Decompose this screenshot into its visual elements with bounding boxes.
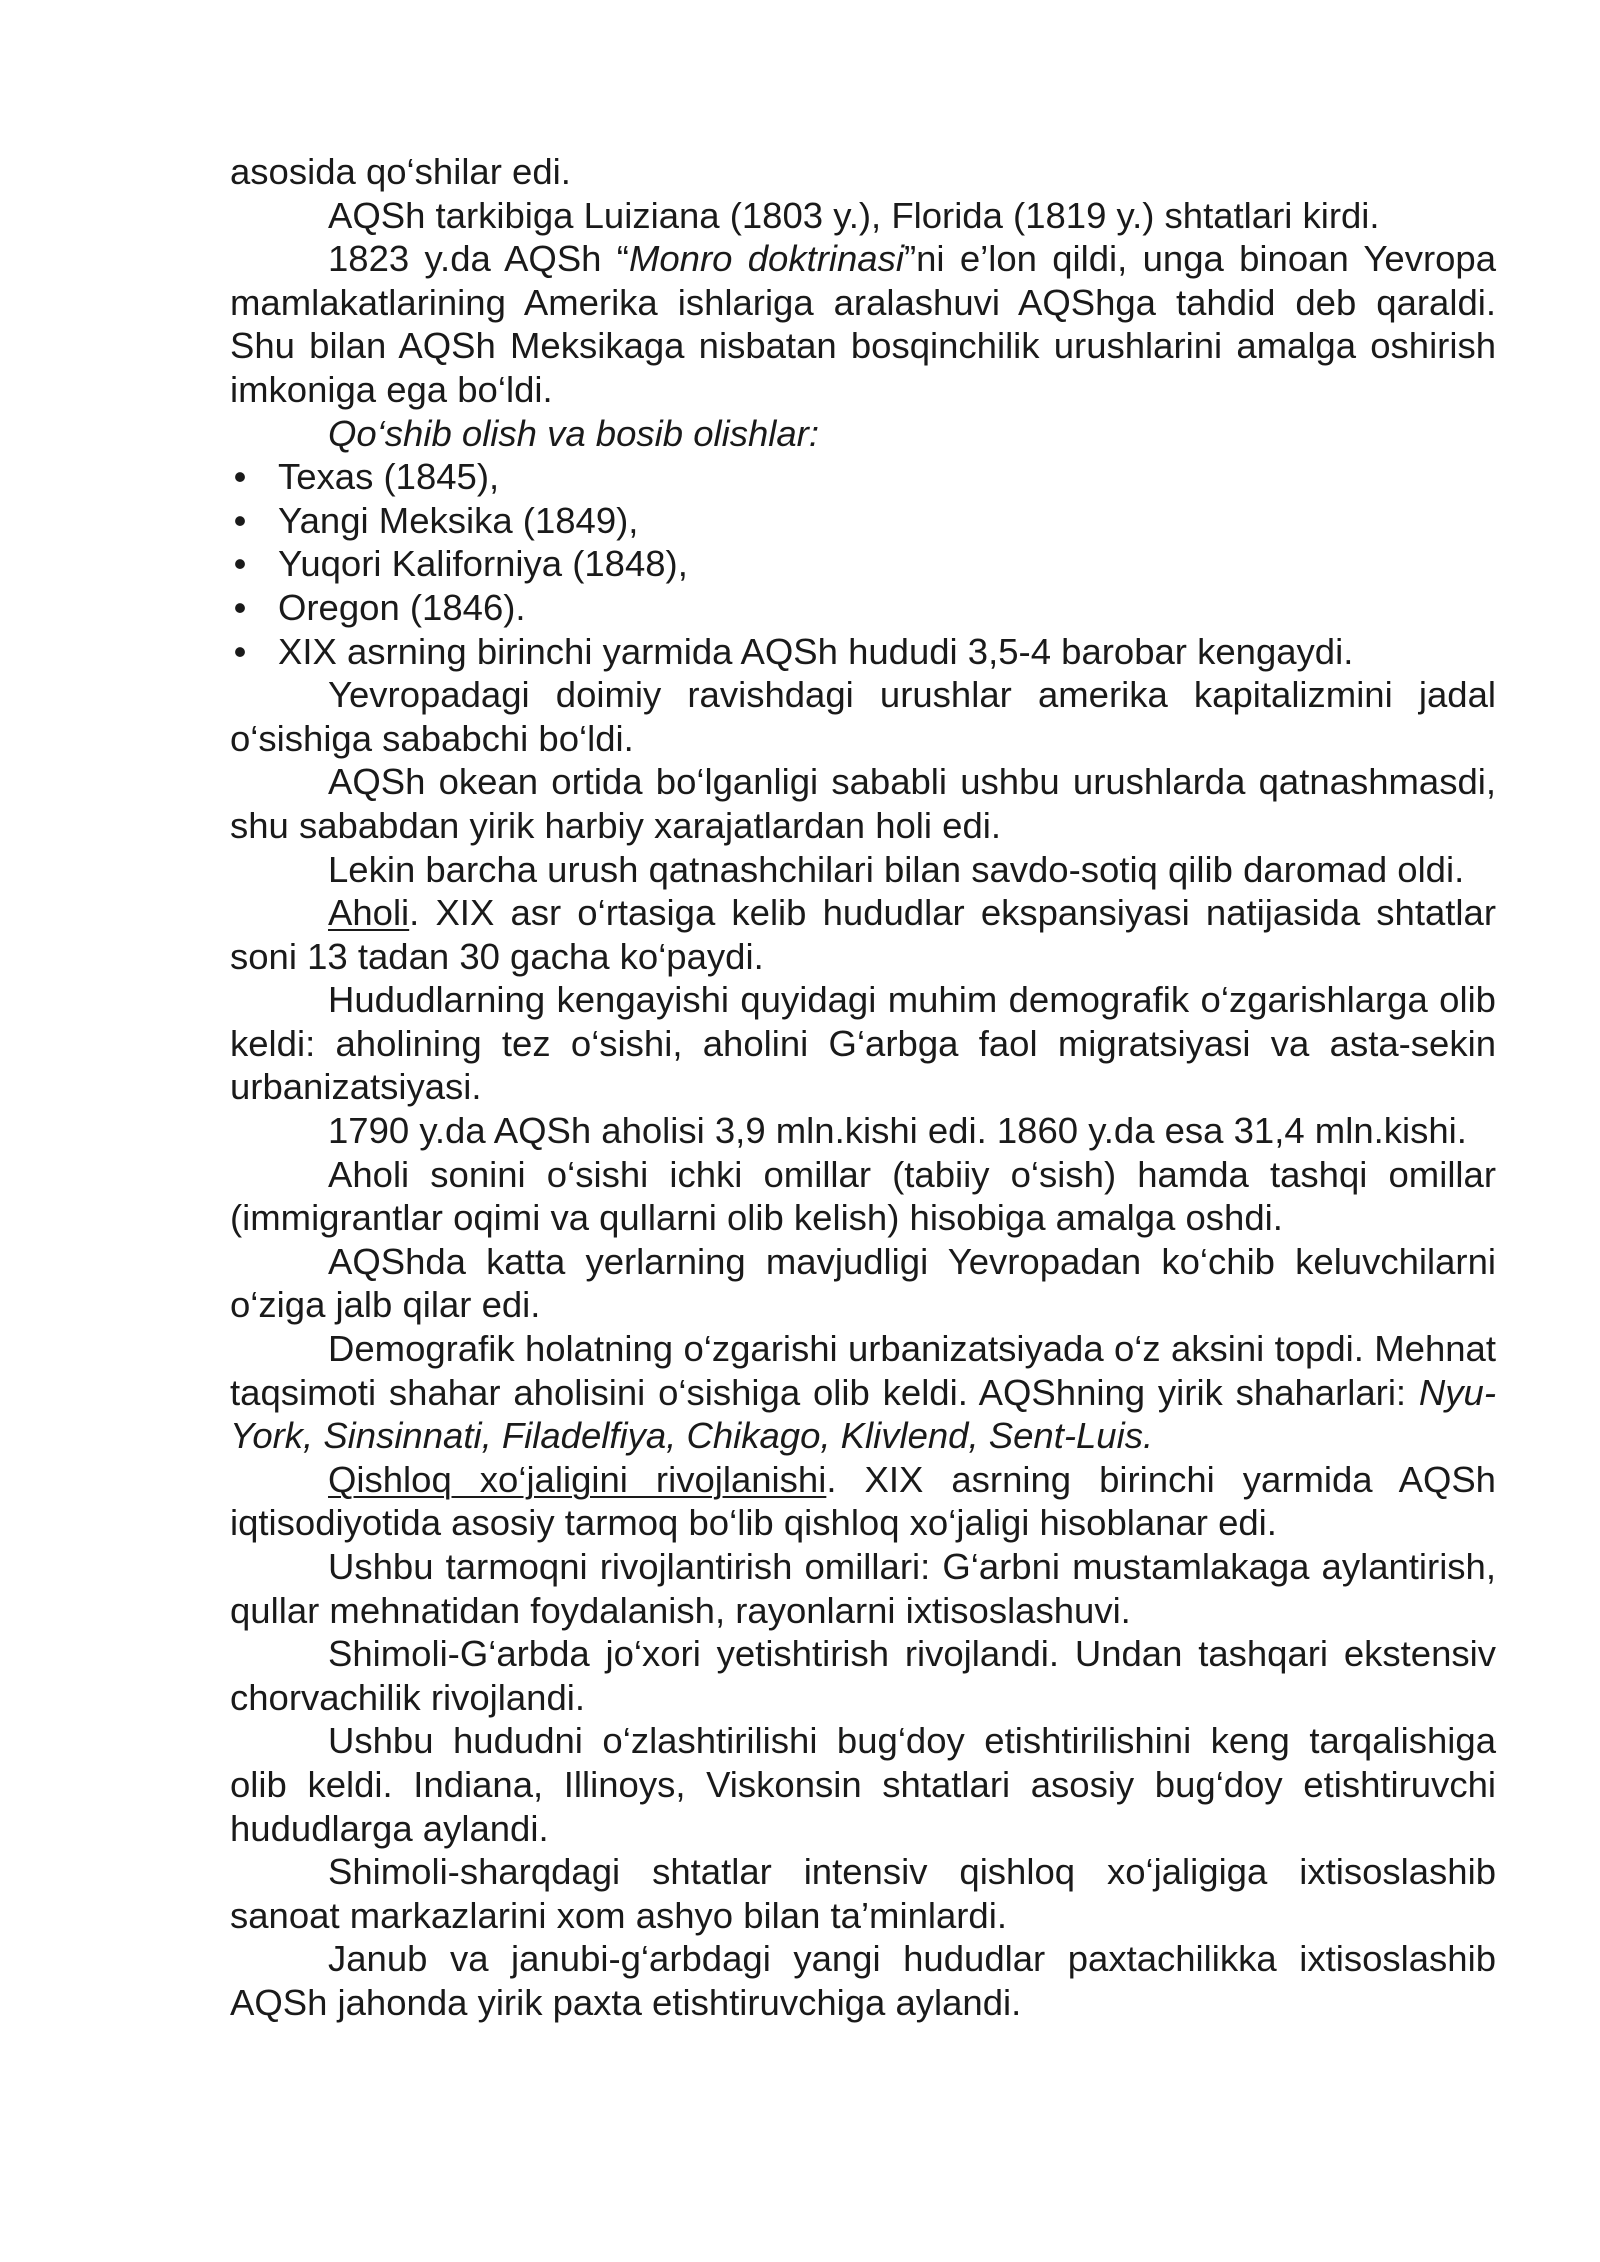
paragraph: Janub va janubi-g‘arbdagi yangi hududlar paxtachilikka ixtisoslashib AQSh jahonda yirik paxta etishtiruvchiga aylandi. [230, 1938, 1496, 2023]
paragraph: AQSh tarkibiga Luiziana (1803 y.), Florida (1819 y.) shtatlari kirdi. [328, 194, 1380, 236]
list-item: • XIX asrning birinchi yarmida AQSh hududi 3,5-4 barobar kengaydi. [230, 630, 1496, 674]
section-heading-population: Aholi [328, 892, 410, 934]
bullet-icon: • [233, 543, 247, 585]
paragraph-population: Aholi. XIX asr o‘rtasiga kelib hududlar ekspansiyasi natijasida shtatlar soni 13 tadan 30 gacha ko‘paydi. [230, 892, 1496, 977]
paragraph: AQSh okean ortida bo‘lganligi sababli ushbu urushlarda qatnashmasdi, shu sababdan yirik harbiy xarajatlardan holi edi. [230, 761, 1496, 846]
paragraph: Aholi sonini o‘sishi ichki omillar (tabiiy o‘sish) hamda tashqi omillar (immigrantlar oqimi va qullarni olib kelish) hisobiga amalga oshdi. [230, 1153, 1496, 1239]
document-page [230, 150, 1496, 2025]
list-heading: Qo‘shib olish va bosib olishlar: [328, 412, 819, 454]
bullet-icon: • [233, 630, 247, 672]
italic-term: Monro doktrinasi [628, 238, 904, 280]
paragraph: Shimoli-G‘arbda jo‘xori yetishtirish rivojlandi. Undan tashqari ekstensiv chorvachilik rivojlandi. [230, 1633, 1496, 1718]
paragraph: Ushbu tarmoqni rivojlantirish omillari: G‘arbni mustamlakaga aylantirish, qullar mehnatidan foydalanish, rayonlarni ixtisoslashuvi. [230, 1546, 1496, 1631]
list-item: • Yuqori Kaliforniya (1848), [230, 542, 1496, 586]
paragraph: Shimoli-sharqdagi shtatlar intensiv qishloq xo‘jaligiga ixtisoslashib sanoat markazlarini xom ashyo bilan ta’minlardi. [230, 1851, 1496, 1936]
paragraph: Hududlarning kengayishi quyidagi muhim demografik o‘zgarishlarga olib keldi: aholining tez o‘sishi, aholini G‘arbga faol migratsiyasi va asta-sekin urbanizatsiyasi. [230, 979, 1496, 1108]
paragraph: 1790 y.da AQSh aholisi 3,9 mln.kishi edi. 1860 y.da esa 31,4 mln.kishi. [328, 1110, 1467, 1152]
list-item: • Texas (1845), [230, 455, 1496, 499]
list-item: • Yangi Meksika (1849), [230, 499, 1496, 543]
bullet-icon: • [233, 586, 247, 628]
bullet-icon: • [233, 456, 247, 498]
section-heading-agriculture: Qishloq xo‘jaligini rivojlanishi [328, 1458, 827, 1500]
list-item: • Oregon (1846). [230, 586, 1496, 630]
paragraph: Lekin barcha urush qatnashchilari bilan savdo-sotiq qilib daromad oldi. [328, 848, 1465, 890]
paragraph-monro-doctrine: 1823 y.da AQSh “Monro doktrinasi”ni e’lon qildi, unga binoan Yevropa mamlakatlarining Amerika ishlariga aralashuvi AQShga tahdid deb qaraldi. Shu bilan AQSh Meksikaga nisbatan bosqinchilik urushlarini amalga oshirish imkoniga ega bo‘ldi. [230, 238, 1496, 410]
italic-city-list: Nyu-York, Sinsinnati, Filadelfiya, Chikago, Klivlend, Sent-Luis. [230, 1371, 1496, 1457]
paragraph-urbanization: Demografik holatning o‘zgarishi urbanizatsiyada o‘z aksini topdi. Mehnat taqsimoti shahar aholisini o‘sishiga olib keldi. AQShning yirik shaharlari: Nyu-York, Sinsinnati, Filadelfiya, Chikago, Klivlend, Sent-Luis. [230, 1328, 1496, 1457]
bullet-icon: • [233, 499, 247, 541]
paragraph: AQShda katta yerlarning mavjudligi Yevropadan ko‘chib keluvchilarni o‘ziga jalb qilar edi. [230, 1240, 1496, 1326]
paragraph: asosida qo‘shilar edi. [230, 151, 571, 192]
paragraph: Yevropadagi doimiy ravishdagi urushlar amerika kapitalizmini jadal o‘sishiga sababchi bo‘ldi. [230, 674, 1496, 759]
paragraph-agriculture: Qishloq xo‘jaligini rivojlanishi. XIX asrning birinchi yarmida AQSh iqtisodiyotida asosiy tarmoq bo‘lib qishloq xo‘jaligi hisoblanar edi. [230, 1458, 1496, 1544]
annexation-list [230, 455, 1496, 673]
paragraph: Ushbu hududni o‘zlashtirilishi bug‘doy etishtirilishini keng tarqalishiga olib keldi. Indiana, Illinoys, Viskonsin shtatlari asosiy bug‘doy etishtiruvchi hududlarga aylandi. [230, 1720, 1496, 1849]
